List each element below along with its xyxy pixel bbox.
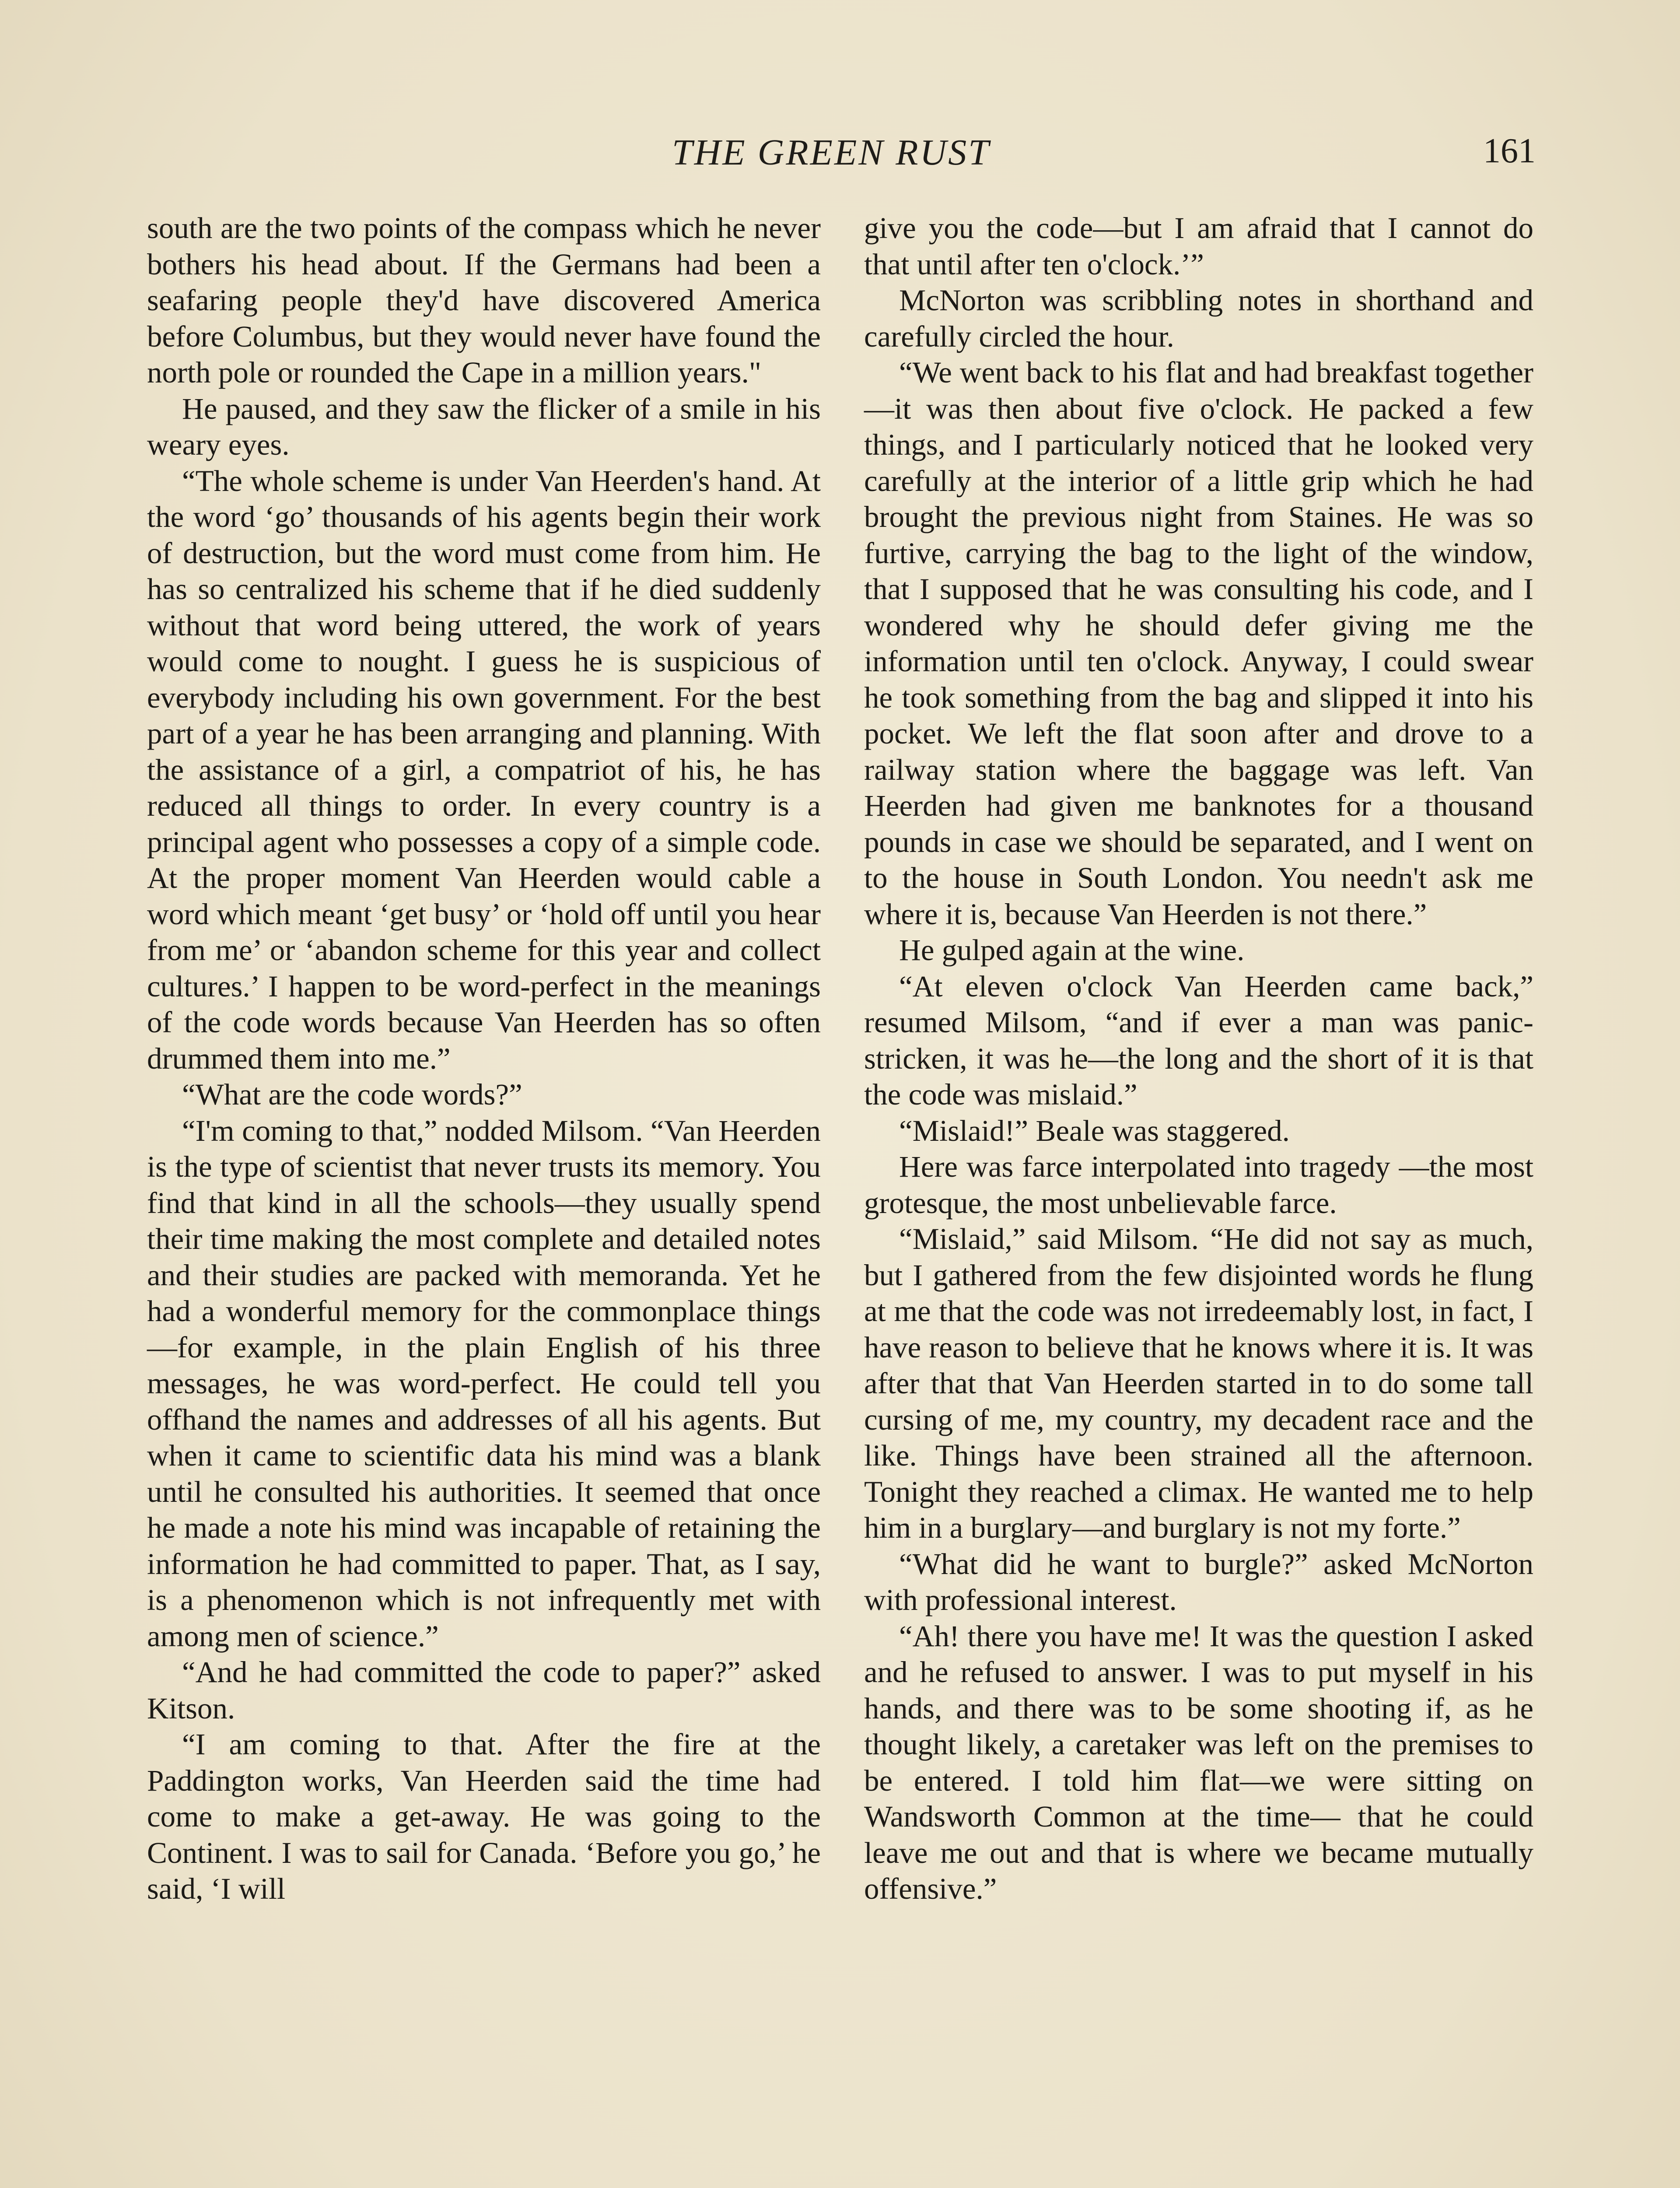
left-text-column	[147, 210, 821, 1907]
paragraph: “We went back to his flat and had breakfast together—it was then about five o'clock. He packed a few things, and I particularly noticed that he looked very carefully at the interior of a little grip which he had brought the previous night from Staines. He was so furtive, carrying the bag to the light of the window, that I supposed that he was consulting his code, and I wondered why he should defer giving me the information until ten o'clock. Anyway, I could swear he took something from the bag and slipped it into his pocket. We left the flat soon after and drove to a railway station where the baggage was left. Van Heerden had given me banknotes for a thousand pounds in case we should be separated, and I went on to the house in South London. You needn't ask me where it is, because Van Heerden is not there.”	[864, 356, 1533, 931]
paragraph: “The whole scheme is under Van Heerden's hand. At the word ‘go’ thousands of his agents begin their work of destruction, but the word must come from him. He has so centralized his scheme that if he died suddenly without that word being uttered, the work of years would come to nought. I guess he is suspicious of everybody including his own government. For the best part of a year he has been arranging and planning. With the assistance of a girl, a compatriot of his, he has reduced all things to order. In every country is a principal agent who possesses a copy of a simple code. At the proper moment Van Heerden would cable a word which meant ‘get busy’ or ‘hold off until you hear from me’ or ‘abandon scheme for this year and collect cultures.’ I happen to be word-perfect in the meanings of the code words because Van Heerden has so often drummed them into me.”	[147, 464, 821, 1075]
paragraph: He paused, and they saw the flicker of a smile in his weary eyes.	[147, 392, 821, 461]
running-title: THE GREEN RUST	[672, 132, 990, 173]
paragraph: Here was farce interpolated into tragedy —the most grotesque, the most unbelievable farce.	[864, 1150, 1533, 1220]
paragraph: “Ah! there you have me! It was the question I asked and he refused to answer. I was to put myself in his hands, and there was to be some shooting if, as he thought likely, a caretaker was left on the premises to be entered. I told him flat—we were sitting on Wandsworth Common at the time— that he could leave me out and that is where we became mutually offensive.”	[864, 1619, 1533, 1905]
paragraph: “I'm coming to that,” nodded Milsom. “Van Heerden is the type of scientist that never trusts its memory. You find that kind in all the schools—they usually spend their time making the most complete and detailed notes and their studies are packed with memoranda. Yet he had a wonderful memory for the commonplace things—for example, in the plain English of his three messages, he was word-perfect. He could tell you offhand the names and addresses of all his agents. But when it came to scientific data his mind was a blank until he consulted his authorities. It seemed that once he made a note his mind was incapable of retaining the information he had committed to paper. That, as I say, is a phenomenon which is not infrequently met with among men of science.”	[147, 1114, 821, 1653]
paragraph: “I am coming to that. After the fire at the Paddington works, Van Heerden said the time had come to make a get-away. He was going to the Continent. I was to sail for Canada. ‘Before you go,’ he said, ‘I will	[147, 1728, 821, 1905]
paragraph: “At eleven o'clock Van Heerden came back,” resumed Milsom, “and if ever a man was panic-stricken, it was he—the long and the short of it is that the code was mislaid.”	[864, 969, 1533, 1111]
paragraph: “What are the code words?”	[182, 1078, 522, 1111]
paragraph: “And he had committed the code to paper?” asked Kitson.	[147, 1655, 821, 1725]
paragraph: “Mislaid,” said Milsom. “He did not say as much, but I gathered from the few disjointed words he flung at me that the code was not irredeemably lost, in fact, I have reason to believe that he knows where it is. It was after that that Van Heerden started in to do some tall cursing of me, my country, my decadent race and the like. Things have been strained all the afternoon. Tonight they reached a climax. He wanted me to help him in a burglary—and burglary is not my forte.”	[864, 1222, 1533, 1544]
paragraph: “Mislaid!” Beale was staggered.	[899, 1114, 1290, 1147]
paragraph: McNorton was scribbling notes in shorthand and carefully circled the hour.	[864, 284, 1533, 353]
paragraph: south are the two points of the compass which he never bothers his head about. If the Germans had been a seafaring people they'd have discovered America before Columbus, but they would never have found the north pole or rounded the Cape in a million years."	[147, 211, 821, 389]
right-text-column	[864, 210, 1533, 1907]
paragraph: He gulped again at the wine.	[899, 933, 1245, 967]
paragraph: “What did he want to burgle?” asked McNorton with professional interest.	[864, 1547, 1533, 1616]
page-number: 161	[1483, 132, 1536, 170]
paragraph: give you the code—but I am afraid that I cannot do that until after ten o'clock.’”	[864, 211, 1533, 281]
